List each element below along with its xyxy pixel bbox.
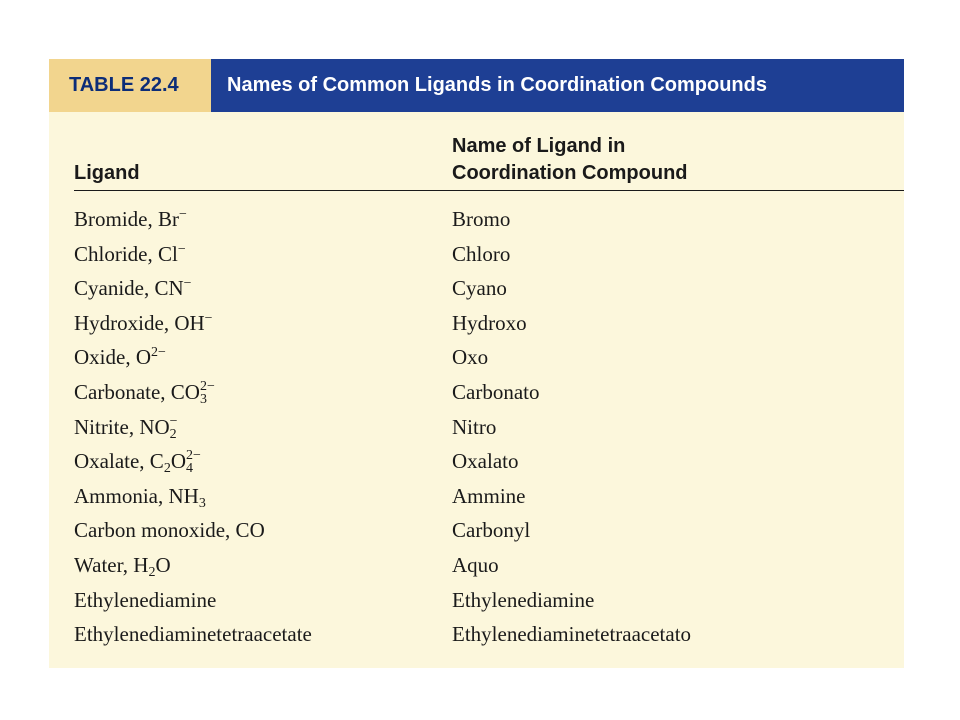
table-row	[49, 202, 904, 237]
ligand-name-cell: Hydroxo	[452, 310, 527, 335]
table-row	[49, 617, 904, 652]
column-header-name-line1: Name of Ligand in	[452, 135, 626, 157]
table-body	[49, 202, 904, 652]
ligand-cell: Nitrite, NO − 2	[74, 413, 178, 442]
table-row	[49, 410, 904, 445]
ligand-name-cell: Oxalato	[452, 449, 519, 474]
ligand-cell: Ammonia, $NH_3$	[74, 483, 206, 511]
table-number: TABLE 22.4	[49, 59, 211, 112]
table-title: Names of Common Ligands in Coordination Compounds	[211, 59, 904, 112]
column-header-ligand: Ligand	[74, 162, 140, 184]
ligand-cell: Chloride, Cl−	[74, 241, 186, 266]
ligand-name-cell: Chloro	[452, 241, 511, 266]
ligand-cell: Hydroxide, OH−	[74, 310, 213, 335]
table-row	[49, 513, 904, 548]
ligand-name-cell: Bromo	[452, 207, 511, 231]
table-row	[49, 548, 904, 583]
ligand-cell: Oxide, $O^{2-}$	[74, 345, 166, 370]
column-header-name	[452, 133, 688, 187]
table-header	[49, 59, 904, 112]
table-row	[49, 479, 904, 514]
table-row	[49, 444, 904, 479]
table-row	[49, 271, 904, 306]
ligand-name-cell: Aquo	[452, 552, 499, 577]
ligand-name-cell: Carbonyl	[452, 518, 531, 543]
table-row	[49, 340, 904, 375]
ligand-name-cell: Oxo	[452, 345, 489, 370]
ligand-table	[49, 59, 904, 668]
ligand-cell: Carbonate, CO 2− 3	[74, 378, 215, 407]
ligand-cell: Carbon monoxide, CO	[74, 518, 265, 543]
ligand-name-cell: Ethylenediamine	[452, 587, 595, 612]
ligand-name-cell: Ammine	[452, 483, 526, 508]
table-row	[49, 375, 904, 410]
ligand-name-cell: Carbonato	[452, 379, 540, 404]
ligand-name-cell: Ethylenediaminetetraacetato	[452, 622, 692, 647]
column-header-name-line2: Coordination Compound	[452, 162, 688, 184]
header-divider	[74, 190, 904, 191]
ligand-cell: Bromide, Br−	[74, 207, 187, 231]
ligand-cell: Oxalate, $C_2O$ 2− 4	[74, 448, 201, 477]
ligand-cell: Ethylenediamine	[74, 587, 217, 612]
ligand-name-cell: Nitro	[452, 414, 497, 439]
ligand-name-cell: Cyano	[452, 276, 507, 301]
table-row	[49, 583, 904, 618]
table-row	[49, 237, 904, 272]
ligand-cell: Cyanide, CN−	[74, 276, 192, 301]
table-row	[49, 306, 904, 341]
ligand-cell: Ethylenediaminetetraacetate	[74, 622, 312, 647]
ligand-cell: Water, $H_2O$	[74, 552, 171, 580]
